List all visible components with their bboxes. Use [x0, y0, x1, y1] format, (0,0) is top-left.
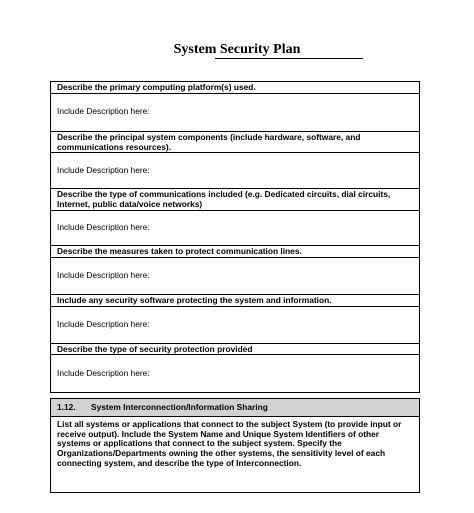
table-row — [51, 257, 420, 294]
table-row — [51, 153, 420, 189]
answer-field[interactable]: Include Description here: — [51, 355, 420, 393]
section-number: 1.12. — [57, 401, 76, 412]
question-prompt: Describe the measures taken to protect communication lines. — [51, 245, 420, 257]
table-row — [51, 399, 420, 417]
section-header — [51, 399, 420, 417]
table-row — [51, 355, 420, 393]
table-row — [51, 306, 420, 343]
document-title: System Security Plan — [173, 42, 301, 57]
section-title: System Interconnection/Information Sharing — [91, 401, 268, 412]
answer-field[interactable]: Include Description here: — [51, 210, 420, 245]
table-row — [51, 210, 420, 245]
section-instructions: List all systems or applications that connect to the subject System (to provide input or receive output). Include the System Name and Unique System Identifiers of other systems or applications that connect to the subject system. Specify the Organizations/Departments owning the other systems, the sensitivity level of each connecting system, and describe the type of Interconnection. — [51, 417, 420, 493]
table-row — [51, 417, 420, 493]
answer-field[interactable]: Include Description here: — [51, 306, 420, 343]
question-prompt: Describe the primary computing platform(s) used. — [51, 82, 420, 94]
question-prompt: Include any security software protecting the system and information. — [51, 294, 420, 306]
table-row — [51, 294, 420, 306]
title-underline — [215, 58, 363, 59]
question-prompt: Describe the type of security protection provided — [51, 343, 420, 355]
answer-field[interactable]: Include Description here: — [51, 153, 420, 189]
table-row — [51, 189, 420, 211]
table-row — [51, 245, 420, 257]
answer-field[interactable]: Include Description here: — [51, 93, 420, 131]
answer-field[interactable]: Include Description here: — [51, 257, 420, 294]
question-prompt: Describe the type of communications included (e.g. Dedicated circuits, dial circuits, Internet, public data/voice networks) — [51, 189, 420, 211]
table-row — [51, 93, 420, 131]
description-table — [50, 81, 420, 393]
table-row — [51, 82, 420, 94]
table-row — [51, 131, 420, 153]
question-prompt: Describe the principal system components (include hardware, software, and communications resources). — [51, 131, 420, 153]
table-row — [51, 343, 420, 355]
interconnection-section — [50, 398, 420, 493]
